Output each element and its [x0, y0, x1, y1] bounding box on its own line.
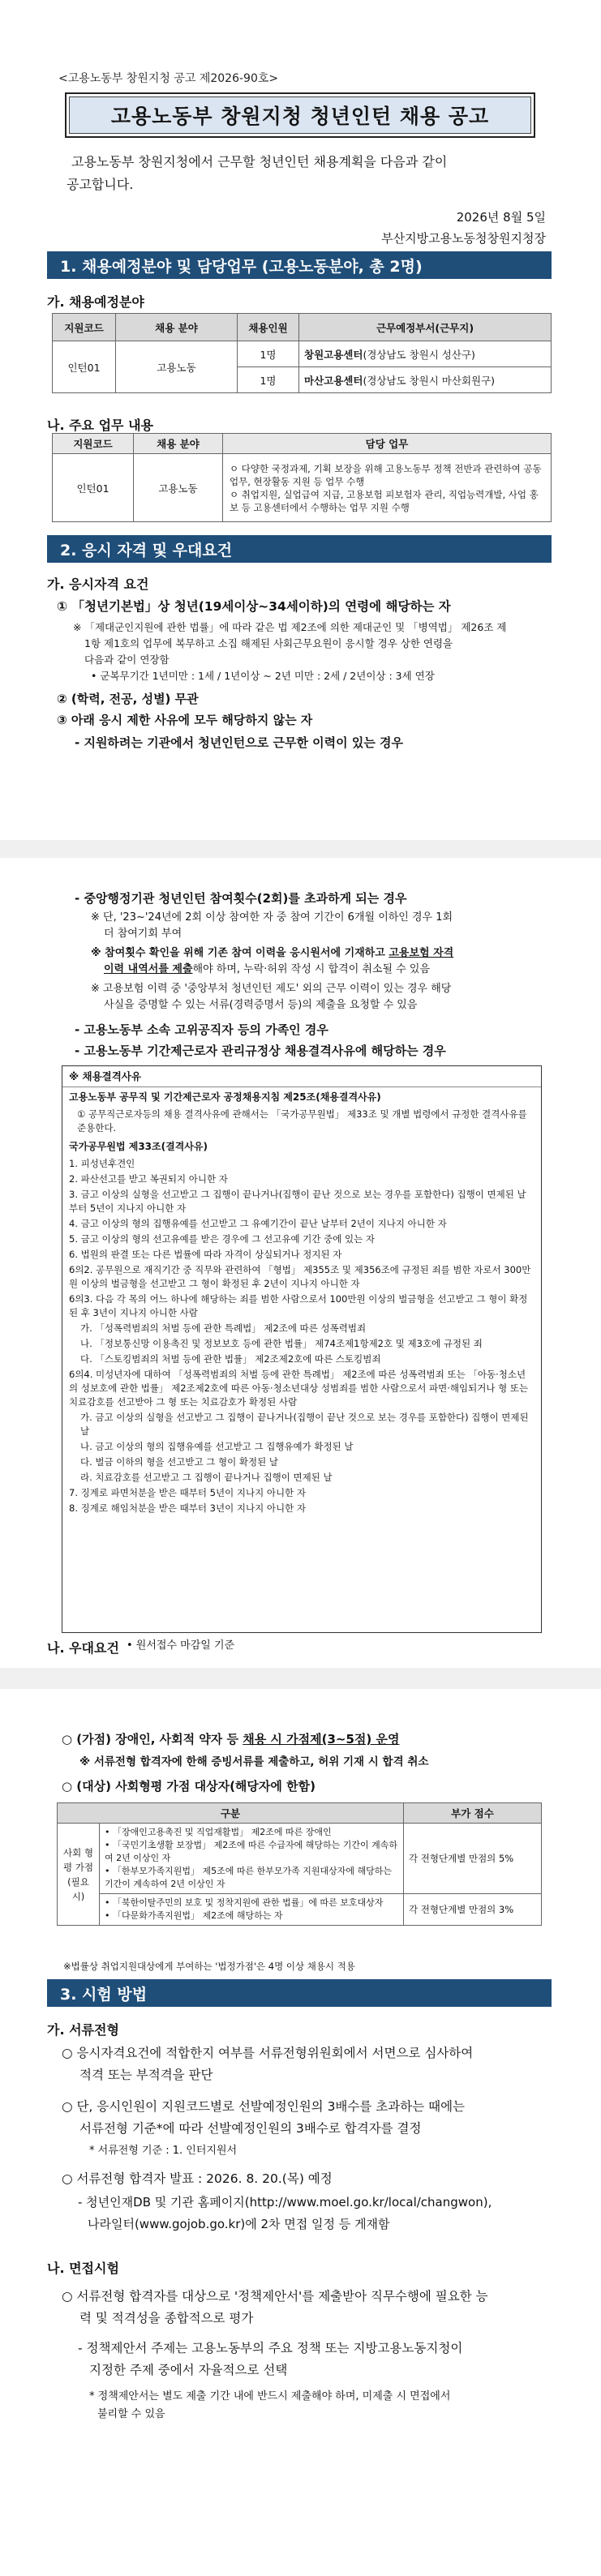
social-equity-table	[57, 1802, 542, 1926]
disqualification-list: 1. 피성년후견인 2. 파산선고를 받고 복권되지 아니한 자 3. 금고 이상의 실형을 선고받고 그 집행이 끝나거나(집행이 끝난 것으로 보는 경우를 포함한다) 집행이 면제된 날부터 5년이 지나지 아니한 자 4. 금고 이상의 형의 집행유예를 선고받고 그 유예기간이 끝난 날부터 2년이 지나지 아니한 자 5. 금고 이상의 형의 선고유예를 받은 경우에 그 선고유예 기간 중에 있는 자 6. 법원의 판결 또는 다른 법률에 따라 자격이 상실되거나 정지된 자 6의2. 공무원으로 재직기간 중 직무와 관련하여 「형법」 제355조 및 제356조에 규정된 죄를 범한 자로서 300만원 이상의 벌금형을 선고받고 그 형이 확정된 후 2년이 지나지 아니한 자 6의3. 다음 각 목의 어느 하나에 해당하는 죄를 범한 사람으로서 100만원 이상의 벌금형을 선고받고 그 형이 확정된 후 3년이 지나지 아니한 사람 가. 「성폭력범죄의 처벌 등에 관한 특례법」 제2조에 따른 성폭력범죄 나. 「정보통신망 이용촉진 및 정보보호 등에 관한 법률」 제74조제1항제2호 및 제3호에 규정된 죄 다. 「스토킹범죄의 처벌 등에 관한 법률」 제2조제2호에 따른 스토킹범죄 6의4. 미성년자에 대하여 「성폭력범죄의 처벌 등에 관한 특례법」 제2조에 따른 성폭력범죄 또는 「아동·청소년의 성보호에 관한 법률」 제2조제2호에 따른 아동·청소년대상 성범죄를 범한 사람으로서 파면·해임되거나 형 또는 치료감호를 선고받아 그 형 또는 치료감호가 확정된 사람 가. 금고 이상의 실형을 선고받고 그 집행이 끝나거나(집행이 끝난 것으로 보는 경우를 포함한다) 집행이 면제된 날 나. 금고 이상의 형의 집행유예를 선고받고 그 집행유예가 확정된 날 다. 벌금 이하의 형을 선고받고 그 형이 확정된 날 라. 치료감호를 선고받고 그 집행이 끝나거나 집행이 면제된 날 7. 징계로 파면처분을 받은 때부터 5년이 지나지 아니한 자 8. 징계로 해임처분을 받은 때부터 3년이 지나지 아니한 자	[69, 1158, 531, 1514]
restriction-1: - 중앙행정기관 청년인턴 참여횟수(2회)를 초과하게 되는 경우	[75, 891, 407, 906]
qual-3-item: - 지원하려는 기관에서 청년인턴으로 근무한 이력이 있는 경우	[75, 735, 404, 750]
qual-1-note: ※ 「제대군인지원에 관한 법률」에 따라 같은 법 제2조에 의한 제대군인 및 「병역법」 제26조 제 1항 제1호의 업무에 복무하고 소집 해제된 사회근무요원이 응시할 경우 상한 연령을 다음과 같이 연장함 • 군복무기간 1년미만 : 1세 / 1년이상 ~ 2년 미만 : 2세 / 2년이상 : 3세 연장	[73, 621, 507, 682]
document-page-1	[0, 0, 601, 840]
subsection-preference: 나. 우대요건	[47, 1640, 119, 1656]
screening-2: ○ 단, 응시인원이 지원코드별로 선발예정인원의 3배수를 초과하는 때에는 서류전형 기준*에 따라 선발예정인원의 3배수로 합격자를 결정	[62, 2099, 466, 2136]
table-row: 사회 형평 가점 (필요시) • 「장애인고용촉진 및 직업재활법」 제2조에 따른 장애인 • 「국민기초생활 보장법」 제2조에 따른 수급자에 해당하는 기간이 계속하여 2년 이상인 자 • 「한부모가족지원법」 제5조에 따른 한부모가족 지원대상자에 해당하는 기간이 계속하여 2년 이상인 자 각 전형단계별 만점의 5%	[58, 1824, 542, 1894]
interview-1-detail: - 정책제안서 주제는 고용노동부의 주요 정책 또는 지방고용노동지청이 지정한 주제 중에서 자율적으로 선택	[78, 2341, 463, 2377]
qual-2: ② (학력, 전공, 성별) 무관	[57, 692, 199, 706]
restriction-1-note3: ※ 고용보험 이력 중 '중앙부처 청년인턴 제도' 외의 근무 이력이 있는 경우 해당 사실을 증명할 수 있는 서류(경력증명서 등)의 제출을 요청할 수 있음	[91, 983, 452, 1011]
table-row: 1명 마산고용센터(경상남도 창원시 마산회원구)	[53, 367, 552, 393]
bonus-note: ※ 서류전형 합격자에 한해 증빙서류를 제출하고, 허위 기재 시 합격 취소	[79, 1755, 429, 1768]
table-header-row: 구분 부가 점수	[58, 1803, 542, 1824]
table-row: 인턴01 고용노동 ㅇ 다양한 국정과제, 기획 보장을 위해 고용노동부 정책 전반과 관련하여 공동업무, 현장활동 지원 등 업무 수행 ㅇ 취업지원, 실업급여 지급, 고용보험 피보험자 관리, 직업능력개발, 사업 홍보 등 고용센터에서 수행하는 업무 지원 수행	[53, 454, 552, 522]
qual-3: ③ 아래 응시 제한 사유에 모두 해당하지 않는 자	[57, 713, 313, 727]
screening-1: ○ 응시자격요건에 적합한지 여부를 서류전형위원회에서 서면으로 심사하여 적격 또는 부적격을 판단	[62, 2046, 474, 2082]
screening-result: ○ 서류전형 합격자 발표 : 2026. 8. 20.(목) 예정	[62, 2171, 333, 2186]
bonus-points: ○ (가점) 장애인, 사회적 약자 등 채용 시 가점제(3~5점) 운영	[62, 1732, 400, 1747]
table-row: 인턴01 고용노동 1명 창원고용센터(경상남도 창원시 성산구)	[53, 341, 552, 367]
bonus-target: ○ (대상) 사회형평 가점 대상자(해당자에 한함)	[62, 1779, 316, 1794]
interview-note: * 정책제안서는 별도 제출 기간 내에 반드시 제출해야 하며, 미제출 시 면접에서 불리할 수 있음	[89, 2390, 451, 2420]
restriction-2: - 고용노동부 소속 고위공직자 등의 가족인 경우	[75, 1022, 328, 1037]
section-1-header: 1. 채용예정분야 및 담당업무 (고용노동분야, 총 2명)	[47, 251, 552, 279]
interview-1: ○ 서류전형 합격자를 대상으로 '정책제안서'를 제출받아 직무수행에 필요한 능 력 및 적격성을 종합적으로 평가	[62, 2289, 488, 2325]
disqualification-box: ※ 채용결격사유 고용노동부 공무직 및 기간제근로자 공정채용지침 제25조(채용결격사유) ① 공무직근로자등의 채용 결격사유에 관해서는 「국가공무원법」 제33조 및 개별 법령에서 규정한 결격사유를 준용한다. 국가공무원법 제33조(결격사유) 1. 피성년후견인 2. 파산선고를 받고 복권되지 아니한 자 3. 금고 이상의 실형을 선고받고 그 집행이 끝나거나(집행이 끝난 것으로 보는 경우를 포함한다) 집행이 면제된 날부터 5년이 지나지 아니한 자 4. 금고 이상의 형의 집행유예를 선고받고 그 유예기간이 끝난 날부터 2년이 지나지 아니한 자 5. 금고 이상의 형의 선고유예를 받은 경우에 그 선고유예 기간 중에 있는 자 6. 법원의 판결 또는 다른 법률에 따라 자격이 상실되거나 정지된 자 6의2. 공무원으로 재직기간 중 직무와 관련하여 「형법」 제355조 및 제356조에 규정된 죄를 범한 자로서 300만원 이상의 벌금형을 선고받고 그 형이 확정된 후 2년이 지나지 아니한 자 6의3. 다음 각 목의 어느 하나에 해당하는 죄를 범한 사람으로서 100만원 이상의 벌금형을 선고받고 그 형이 확정된 후 3년이 지나지 아니한 사람 가. 「성폭력범죄의 처벌 등에 관한 특례법」 제2조에 따른 성폭력범죄 나. 「정보통신망 이용촉진 및 정보보호 등에 관한 법률」 제74조제1항제2호 및 제3호에 규정된 죄 다. 「스토킹범죄의 처벌 등에 관한 법률」 제2조제2호에 따른 스토킹범죄 6의4. 미성년자에 대하여 「성폭력범죄의 처벌 등에 관한 특례법」 제2조에 따른 성폭력범죄 또는 「아동·청소년의 성보호에 관한 법률」 제2조제2호에 따른 아동·청소년대상 성범죄를 범한 사람으로서 파면·해임되거나 형 또는 치료감호를 선고받아 그 형 또는 치료감호가 확정된 사람 가. 금고 이상의 실형을 선고받고 그 집행이 끝나거나(집행이 끝난 것으로 보는 경우를 포함한다) 집행이 면제된 날 나. 금고 이상의 형의 집행유예를 선고받고 그 집행유예가 확정된 날 다. 벌금 이하의 형을 선고받고 그 형이 확정된 날 라. 치료감호를 선고받고 그 집행이 끝나거나 집행이 면제된 날 7. 징계로 파면처분을 받은 때부터 5년이 지나지 아니한 자 8. 징계로 해임처분을 받은 때부터 3년이 지나지 아니한 자	[62, 1065, 542, 1633]
section-3-header: 3. 시험 방법	[47, 1979, 552, 2007]
restriction-1-note2: ※ 참여횟수 확인을 위해 기존 참여 이력을 응시원서에 기재하고 고용보험 자격 이력 내역서를 제출해야 하며, 누락·허위 작성 시 합격이 취소될 수 있음	[91, 947, 454, 975]
table-header-row: 지원코드 채용 분야 채용인원 근무예정부서(근무지)	[53, 314, 552, 341]
issuer: 부산지방고용노동청창원지청장	[381, 231, 546, 246]
qual-1: ① 「청년기본법」상 청년(19세이상~34세이하)의 연령에 해당하는 자	[57, 599, 451, 614]
subsection-duties: 나. 주요 업무 내용	[47, 418, 153, 433]
intro-text: 고용노동부 창원지청에서 근무할 청년인턴 채용계획을 다음과 같이 공고합니다.	[67, 154, 448, 192]
subsection-interview: 나. 면접시험	[47, 2261, 119, 2276]
notice-title: 고용노동부 창원지청 청년인턴 채용 공고	[65, 92, 535, 138]
table-note: ※법률상 취업지원대상에게 부여하는 '법정가점'은 4명 이상 채용시 적용	[63, 1961, 355, 1972]
subsection-document-screening: 가. 서류전형	[47, 2022, 119, 2038]
subsection-qualification: 가. 응시자격 요건	[47, 576, 149, 592]
subsection-recruit-field: 가. 채용예정분야	[47, 294, 144, 310]
screening-2-note: * 서류전형 기준 : 1. 인터지원서	[89, 2145, 238, 2157]
notice-date: 2026년 8월 5일	[456, 210, 546, 225]
restriction-3: - 고용노동부 기간제근로자 관리규정상 채용결격사유에 해당하는 경우	[75, 1044, 446, 1058]
duties-table	[52, 433, 552, 522]
table-header-row: 지원코드 채용 분야 담당 업무	[53, 434, 552, 454]
table-row: • 「북한이탈주민의 보호 및 정착지원에 관한 법률」에 따른 보호대상자 • 「다문화가족지원법」 제2조에 해당하는 자 각 전형단계별 만점의 3%	[58, 1894, 542, 1926]
section-2-header: 2. 응시 자격 및 우대요건	[47, 535, 552, 563]
recruit-table	[52, 313, 552, 393]
document-page-3	[0, 1689, 601, 2576]
notice-number: <고용노동부 창원지청 공고 제2026-90호>	[58, 72, 279, 85]
document-page-2	[0, 858, 601, 1668]
restriction-1-note1: ※ 단, '23~'24년에 2회 이상 참여한 자 중 참여 기간이 6개월 이하인 경우 1회 더 참여기회 부여	[91, 911, 453, 940]
preference-basis: • 원서접수 마감일 기준	[127, 1639, 235, 1652]
screening-result-detail: - 청년인재DB 및 기관 홈페이지(http://www.moel.go.kr/local/changwon), 나라일터(www.gojob.go.kr)에 2차 면접 일정 등 게재함	[78, 2195, 492, 2231]
